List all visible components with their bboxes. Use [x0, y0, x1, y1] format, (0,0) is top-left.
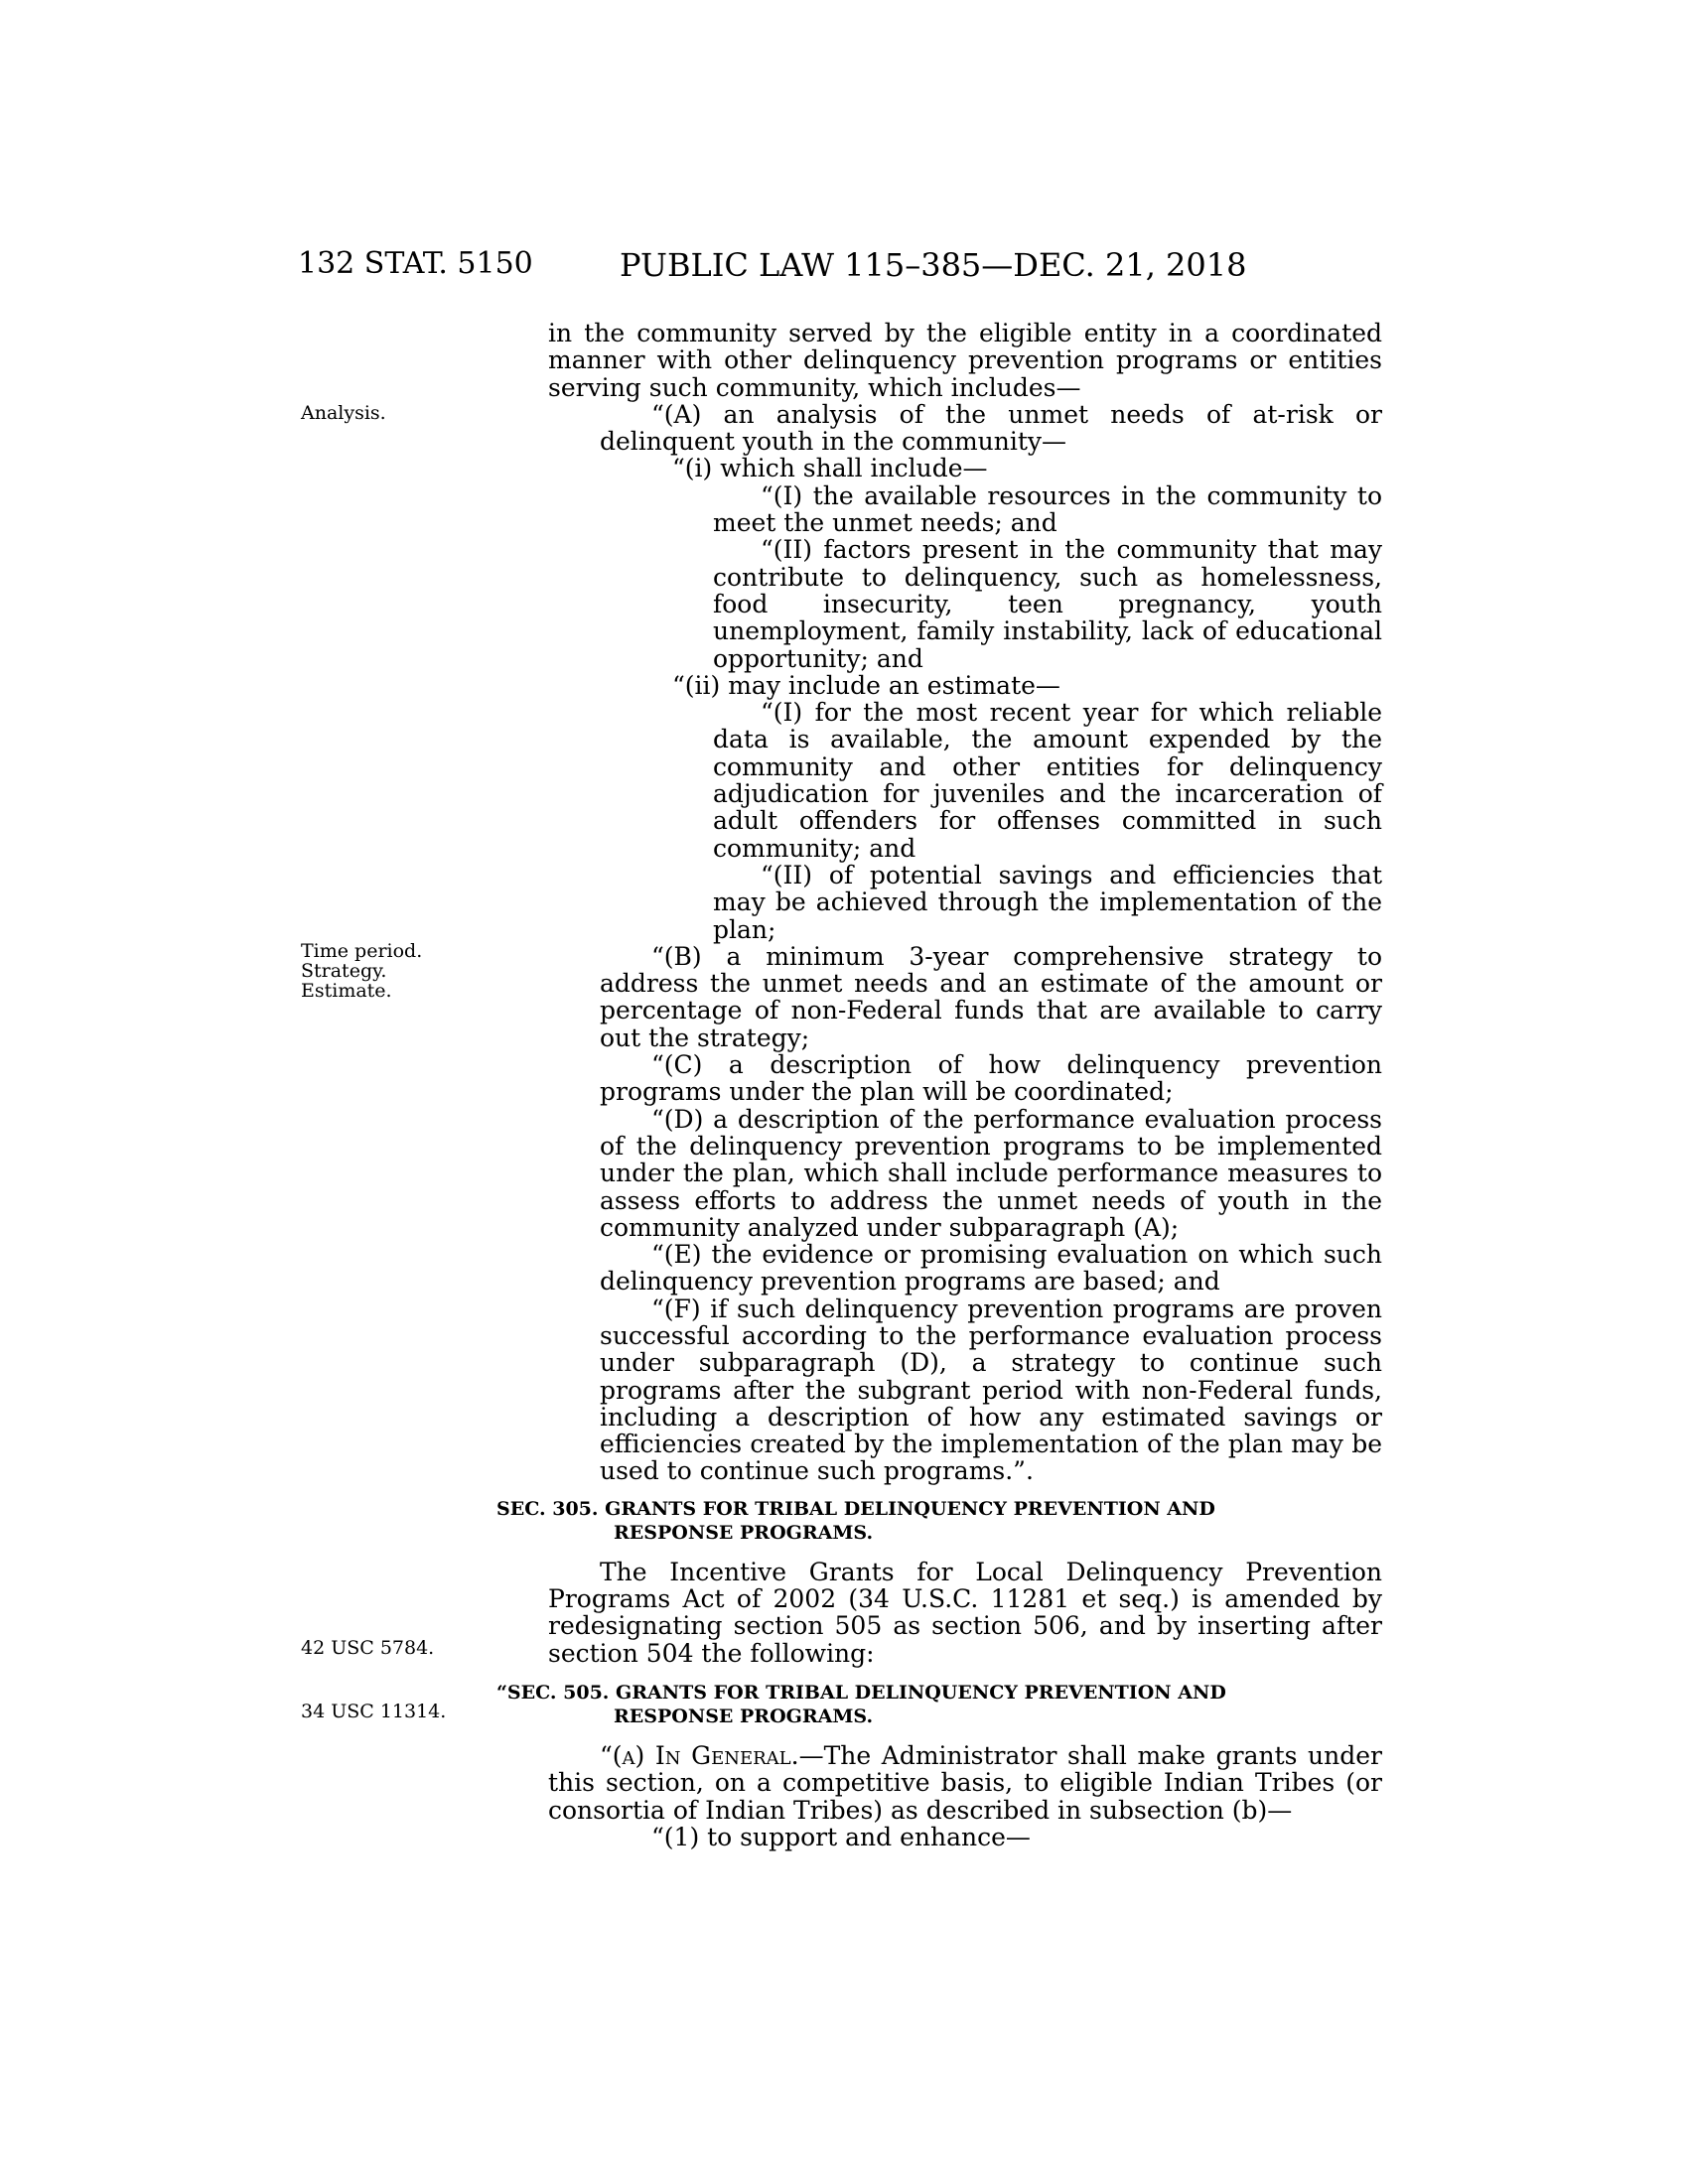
section-305-heading-line1: SEC. 305. GRANTS FOR TRIBAL DELINQUENCY PREVENTION AND [496, 1497, 1215, 1520]
margin-note-strategy: Strategy. [301, 960, 387, 982]
page-header [298, 246, 1390, 286]
paragraph-1: “(1) to support and enhance— [651, 1822, 1031, 1851]
subsection-a-heading: “(a) In General. [600, 1740, 799, 1770]
section-505-heading-line1: “SEC. 505. GRANTS FOR TRIBAL DELINQUENCY PREVENTION AND [496, 1681, 1226, 1704]
paragraph-C: “(C) a description of how delinquency prevention programs under the plan will be coordinated; [600, 1050, 1382, 1107]
margin-note-34-usc: 34 USC 11314. [301, 1701, 447, 1722]
margin-note-analysis: Analysis. [301, 402, 386, 424]
statute-page-number: 132 STAT. 5150 [298, 246, 533, 281]
clause-i: “(i) which shall include— [672, 454, 988, 483]
margin-note-42-usc: 42 USC 5784. [301, 1637, 435, 1659]
paragraph-amendment: The Incentive Grants for Local Delinquency Prevention Programs Act of 2002 (34 U.S.C. 11281 et seq.) is amended by redesignating section 505 as section 506, and by inserting after section 504 the following: [548, 1557, 1382, 1668]
section-305-heading-line2: RESPONSE PROGRAMS. [614, 1521, 874, 1544]
section-505-heading-line2: RESPONSE PROGRAMS. [614, 1705, 874, 1727]
subclause-II-savings: “(II) of potential savings and efficiencies that may be achieved through the implementation of the plan; [713, 860, 1382, 944]
subclause-II-factors: “(II) factors present in the community that may contribute to delinquency, such as homelessness, food insecurity, teen pregnancy, youth unemployment, family instability, lack of educational opportunity; and [713, 535, 1382, 673]
subsection-a [548, 1742, 1382, 1824]
paragraph-D: “(D) a description of the performance evaluation process of the delinquency prevention programs to be implemented under the plan, which shall include performance measures to assess efforts to address the unmet needs of youth in the community analyzed under subparagraph (A); [600, 1104, 1382, 1242]
public-law-title: PUBLIC LAW 115–385—DEC. 21, 2018 [620, 246, 1247, 284]
margin-note-estimate: Estimate. [301, 980, 392, 1002]
document-body [496, 319, 1383, 1851]
section-505-heading [496, 1681, 1382, 1728]
section-305-heading [496, 1497, 1382, 1545]
paragraph-A: “(A) an analysis of the unmet needs of at-risk or delinquent youth in the community— [600, 399, 1382, 457]
paragraph-E: “(E) the evidence or promising evaluation on which such delinquency prevention programs are based; and [600, 1240, 1382, 1297]
clause-ii: “(ii) may include an estimate— [672, 670, 1060, 700]
subclause-I-expended: “(I) for the most recent year for which reliable data is available, the amount expended by the community and other entities for delinquency adjudication for juveniles and the incarceration of adult offenders for offenses committed in such community; and [713, 698, 1382, 863]
subclause-I-resources: “(I) the available resources in the community to meet the unmet needs; and [713, 480, 1382, 538]
subsection-a-text: —The Administrator shall make grants under this section, on a competitive basis, to eligible Indian Tribes (or consortia of Indian Tribes) as described in subsection (b)— [548, 1740, 1383, 1825]
paragraph-F: “(F) if such delinquency prevention programs are proven successful according to the performance evaluation process under subparagraph (D), a strategy to continue such programs after the subgrant period with non-Federal funds, including a description of how any estimated savings or efficiencies created by the implementation of the plan may be used to continue such programs.”. [600, 1294, 1382, 1486]
paragraph-intro: in the community served by the eligible entity in a coordinated manner with other delinquency prevention programs or entities serving such community, which includes— [548, 319, 1382, 402]
paragraph-B: “(B) a minimum 3-year comprehensive strategy to address the unmet needs and an estimate of the amount or percentage of non-Federal funds that are available to carry out the strategy; [600, 941, 1382, 1052]
margin-note-time-period: Time period. [301, 940, 423, 962]
